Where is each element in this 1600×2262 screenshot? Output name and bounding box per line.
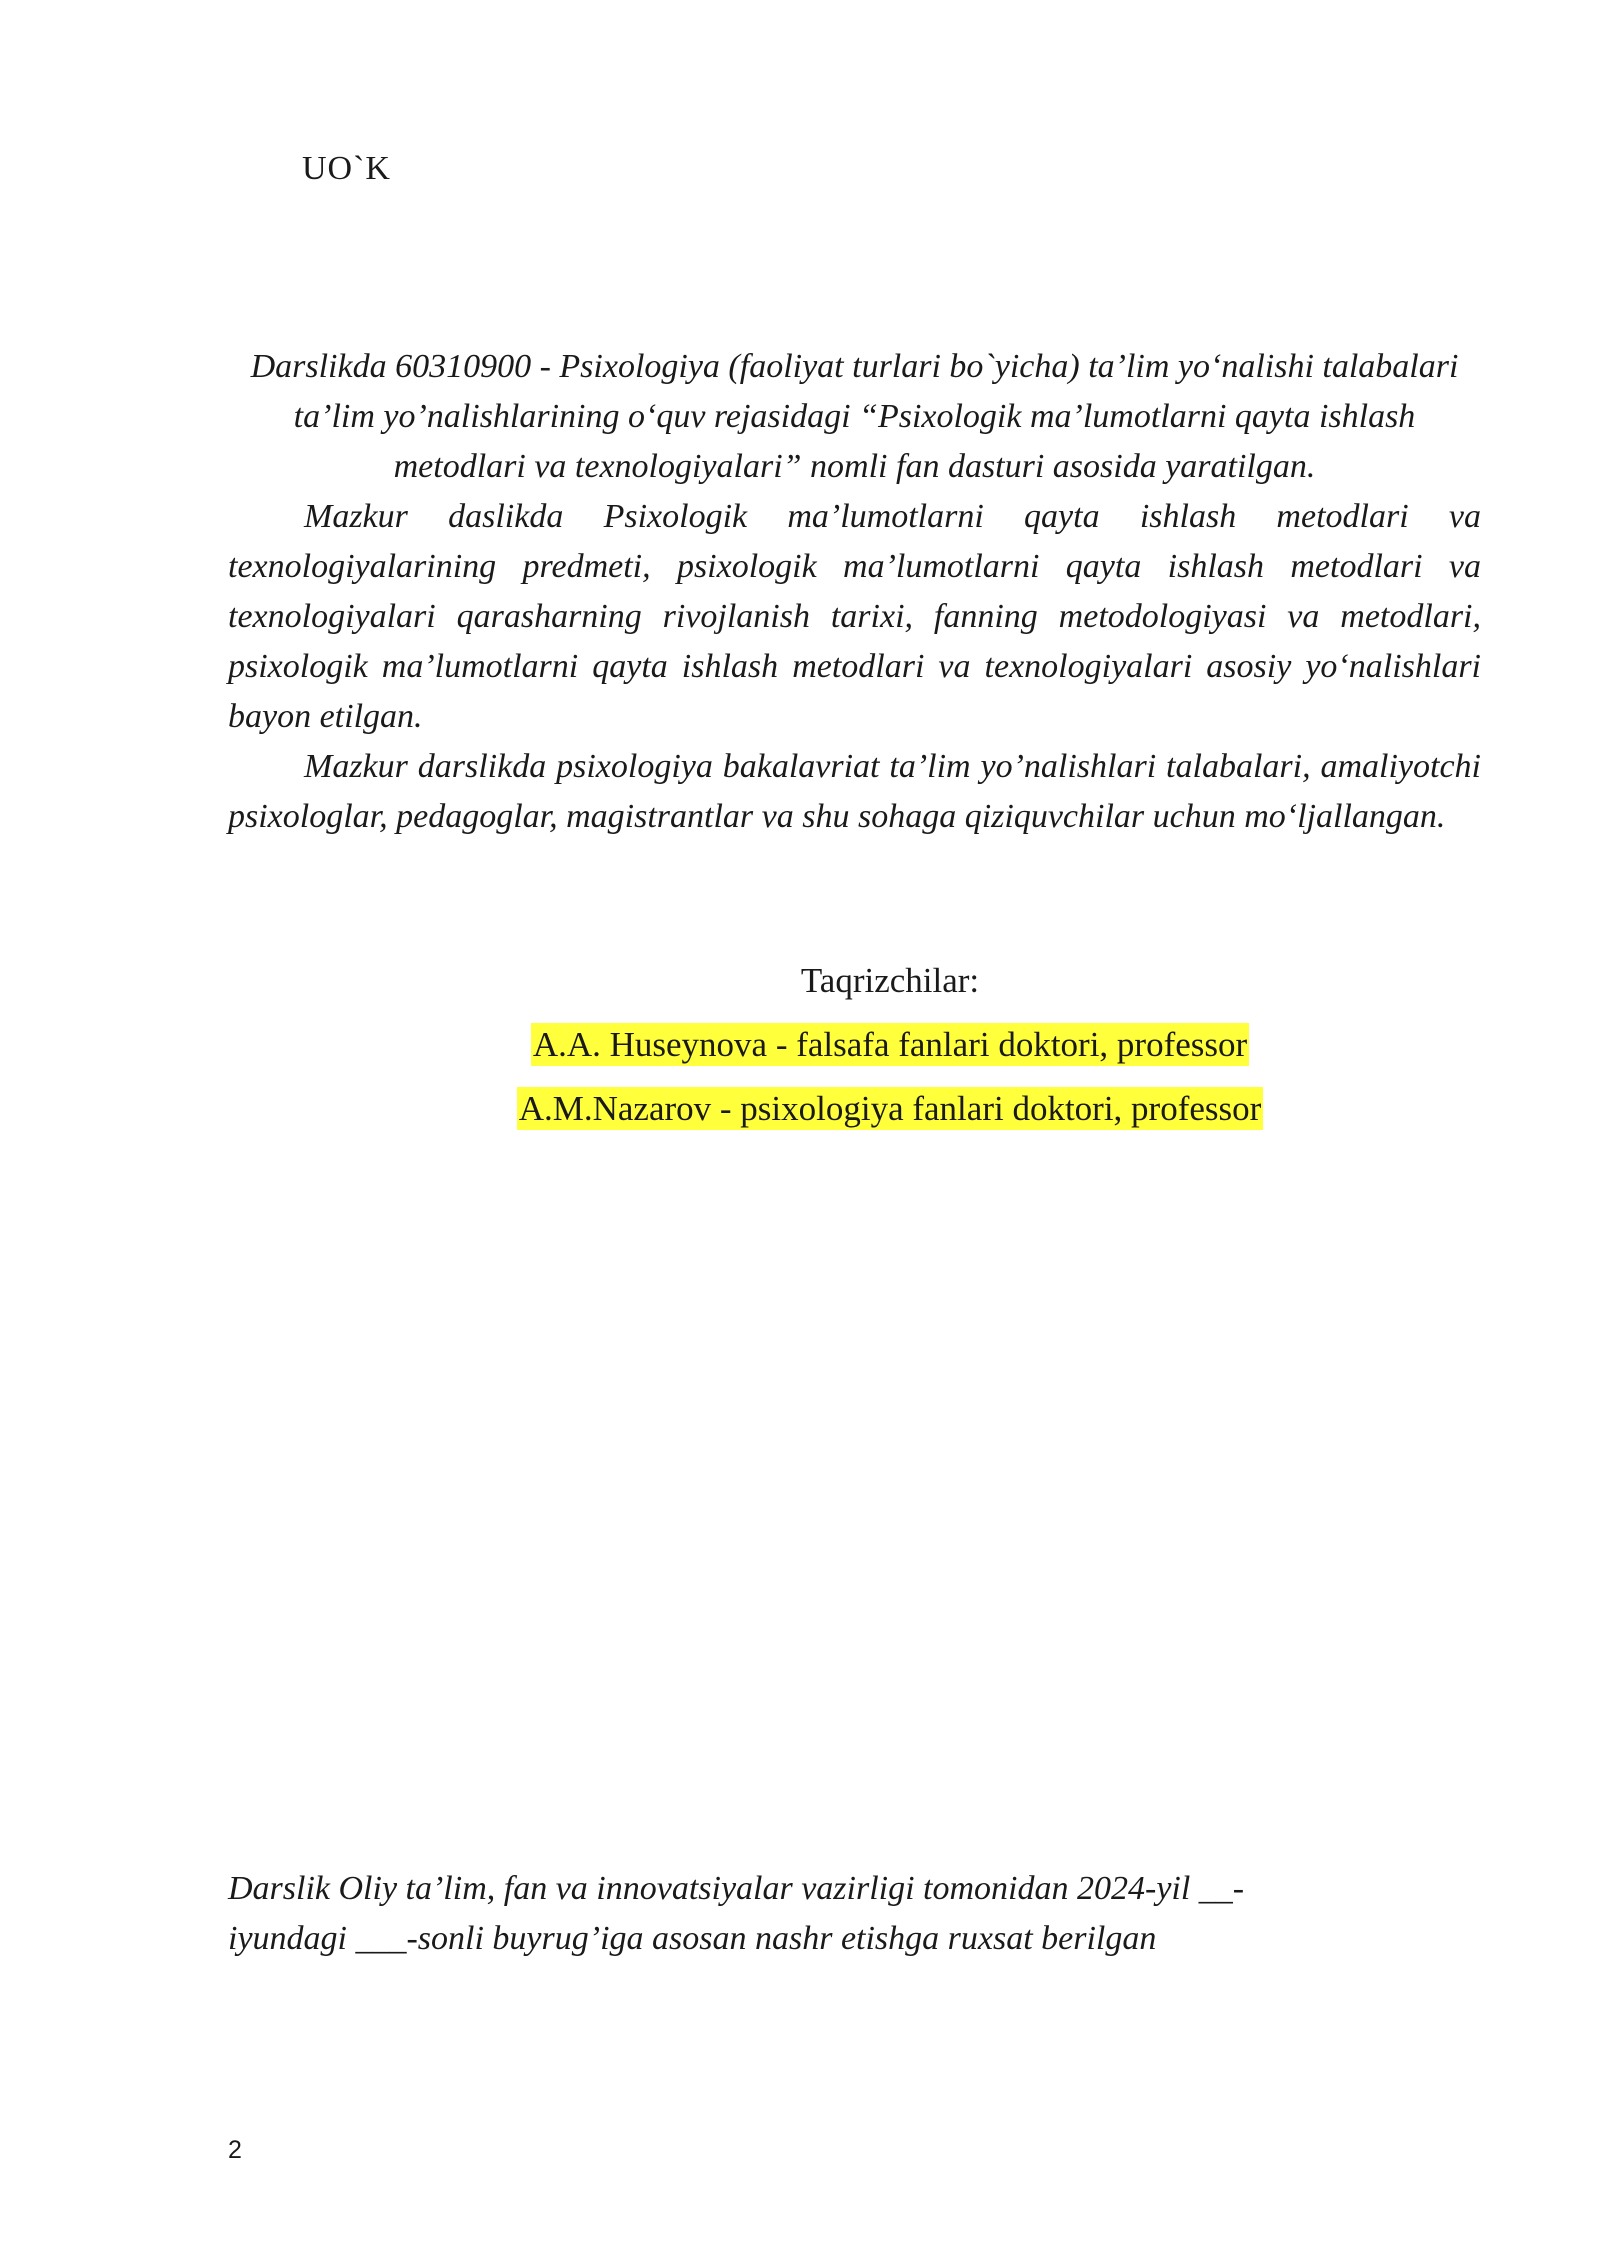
reviewer-1 [480,1020,1300,1070]
reviewer-1-text: A.A. Huseynova - falsafa fanlari doktori, professor [532,1025,1248,1064]
publication-permit [228,1864,1428,1964]
reviewers-label: Taqrizchilar: [800,961,980,1000]
page-number: 2 [228,2136,242,2164]
reviewer-2-text: A.M.Nazarov - psixologiya fanlari doktori, professor [518,1089,1262,1128]
annotation-block [228,342,1481,842]
uok-code: UO`K [302,150,391,187]
reviewers-block [480,956,1300,1148]
reviewer-2 [480,1084,1300,1134]
permit-line-2: iyundagi ___-sonli buyrug’iga asosan nashr etishga ruxsat berilgan [228,1920,1157,1957]
annotation-paragraph-2: Mazkur daslikda Psixologik ma’lumotlarni qayta ishlash metodlari va texnologiyalarining predmeti, psixologik ma’lumotlarni qayta ishlash metodlari va texnologiyalari qarasharning rivojlanish tarixi, fanning metodologiyasi va metodlari, psixologik ma’lumotlarni qayta ishlash metodlari va texnologiyalari asosiy yo‘nalishlari bayon etilgan. [228,498,1481,735]
annotation-paragraph-1: Darslikda 60310900 - Psixologiya (faoliyat turlari bo`yicha) ta’lim yo‘nalishi talabalari ta’lim yo’nalishlarining o‘quv rejasidagi “Psixologik ma’lumotlarni qayta ishlash metodlari va texnologiyalari” nomli fan dasturi asosida yaratilgan. [250,348,1459,485]
annotation-paragraph-3: Mazkur darslikda psixologiya bakalavriat ta’lim yo’nalishlari talabalari, amaliyotchi psixologlar, pedagoglar, magistrantlar va shu sohaga qiziquvchilar uchun mo‘ljallangan. [228,748,1481,835]
permit-line-1: Darslik Oliy ta’lim, fan va innovatsiyalar vazirligi tomonidan 2024-yil __- [228,1870,1245,1907]
